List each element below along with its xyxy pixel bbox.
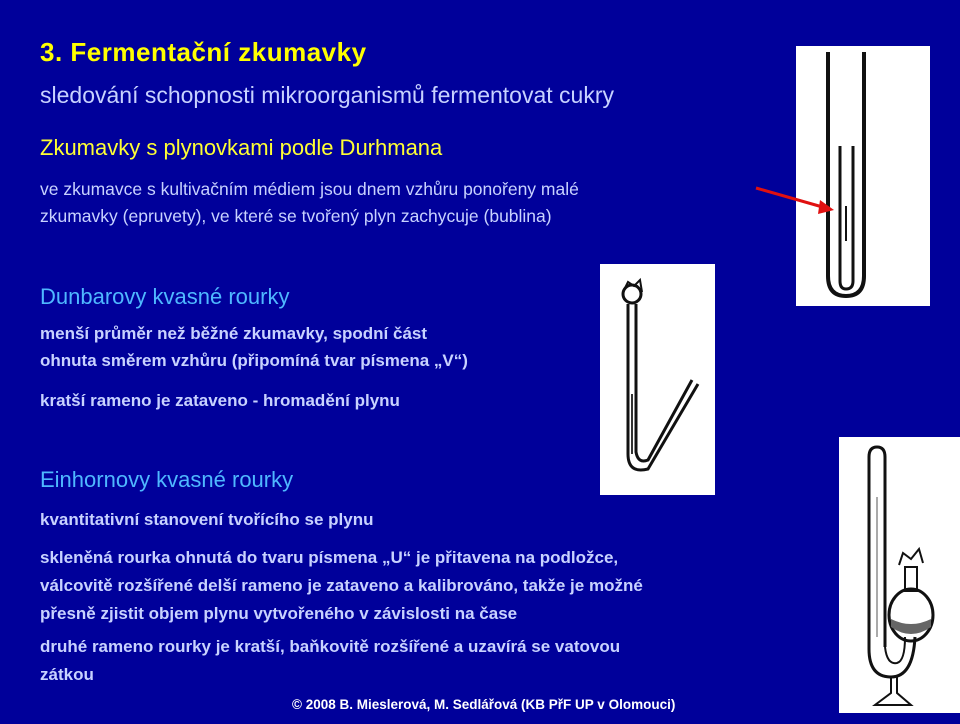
einhorn-heading: Einhornovy kvasné rourky [40, 467, 294, 492]
dunbar-heading: Dunbarovy kvasné rourky [40, 284, 290, 309]
durham-line-2: zkumavky (epruvety), ve které se tvořený plyn zachycuje (bublina) [40, 206, 552, 226]
einhorn-paragraph [40, 544, 643, 628]
durham-description [40, 176, 579, 230]
slide-subtitle: sledování schopnosti mikroorganismů fermentovat cukry [40, 82, 614, 108]
einhorn-last-line-2: zátkou [40, 665, 94, 684]
dunbar-note: kratší rameno je zataveno - hromadění plynu [40, 391, 400, 410]
einhorn-line-1: kvantitativní stanovení tvořícího se plynu [40, 510, 374, 529]
einhorn-last-line-1: druhé rameno rourky je kratší, baňkovitě rozšířené a uzavírá se vatovou [40, 637, 621, 656]
einhorn-para-line-1: skleněná rourka ohnutá do tvaru písmena „U“ je přitavena na podložce, [40, 548, 619, 567]
einhorn-last-paragraph [40, 633, 620, 689]
einhorn-tube-image [839, 437, 960, 713]
dunbar-tube-image [600, 264, 715, 495]
einhorn-para-line-3: přesně zjistit objem plynu vytvořeného v závislosti na čase [40, 604, 518, 623]
slide-title: 3. Fermentační zkumavky [40, 37, 367, 67]
dunbar-line-1: menší průměr než běžné zkumavky, spodní část [40, 324, 428, 343]
durham-line-1: ve zkumavce s kultivačním médiem jsou dnem vzhůru ponořeny malé [40, 179, 579, 199]
dunbar-line-2: ohnuta směrem vzhůru (připomíná tvar písmena „V“) [40, 351, 468, 370]
einhorn-para-line-2: válcovitě rozšířené delší rameno je zataveno a kalibrováno, takže je možné [40, 576, 643, 595]
copyright-footer: © 2008 B. Mieslerová, M. Sedlářová (KB PřF UP v Olomouci) [292, 697, 676, 712]
durham-heading: Zkumavky s plynovkami podle Durhmana [40, 135, 443, 160]
durham-tube-image [796, 46, 930, 306]
dunbar-description [40, 320, 468, 374]
